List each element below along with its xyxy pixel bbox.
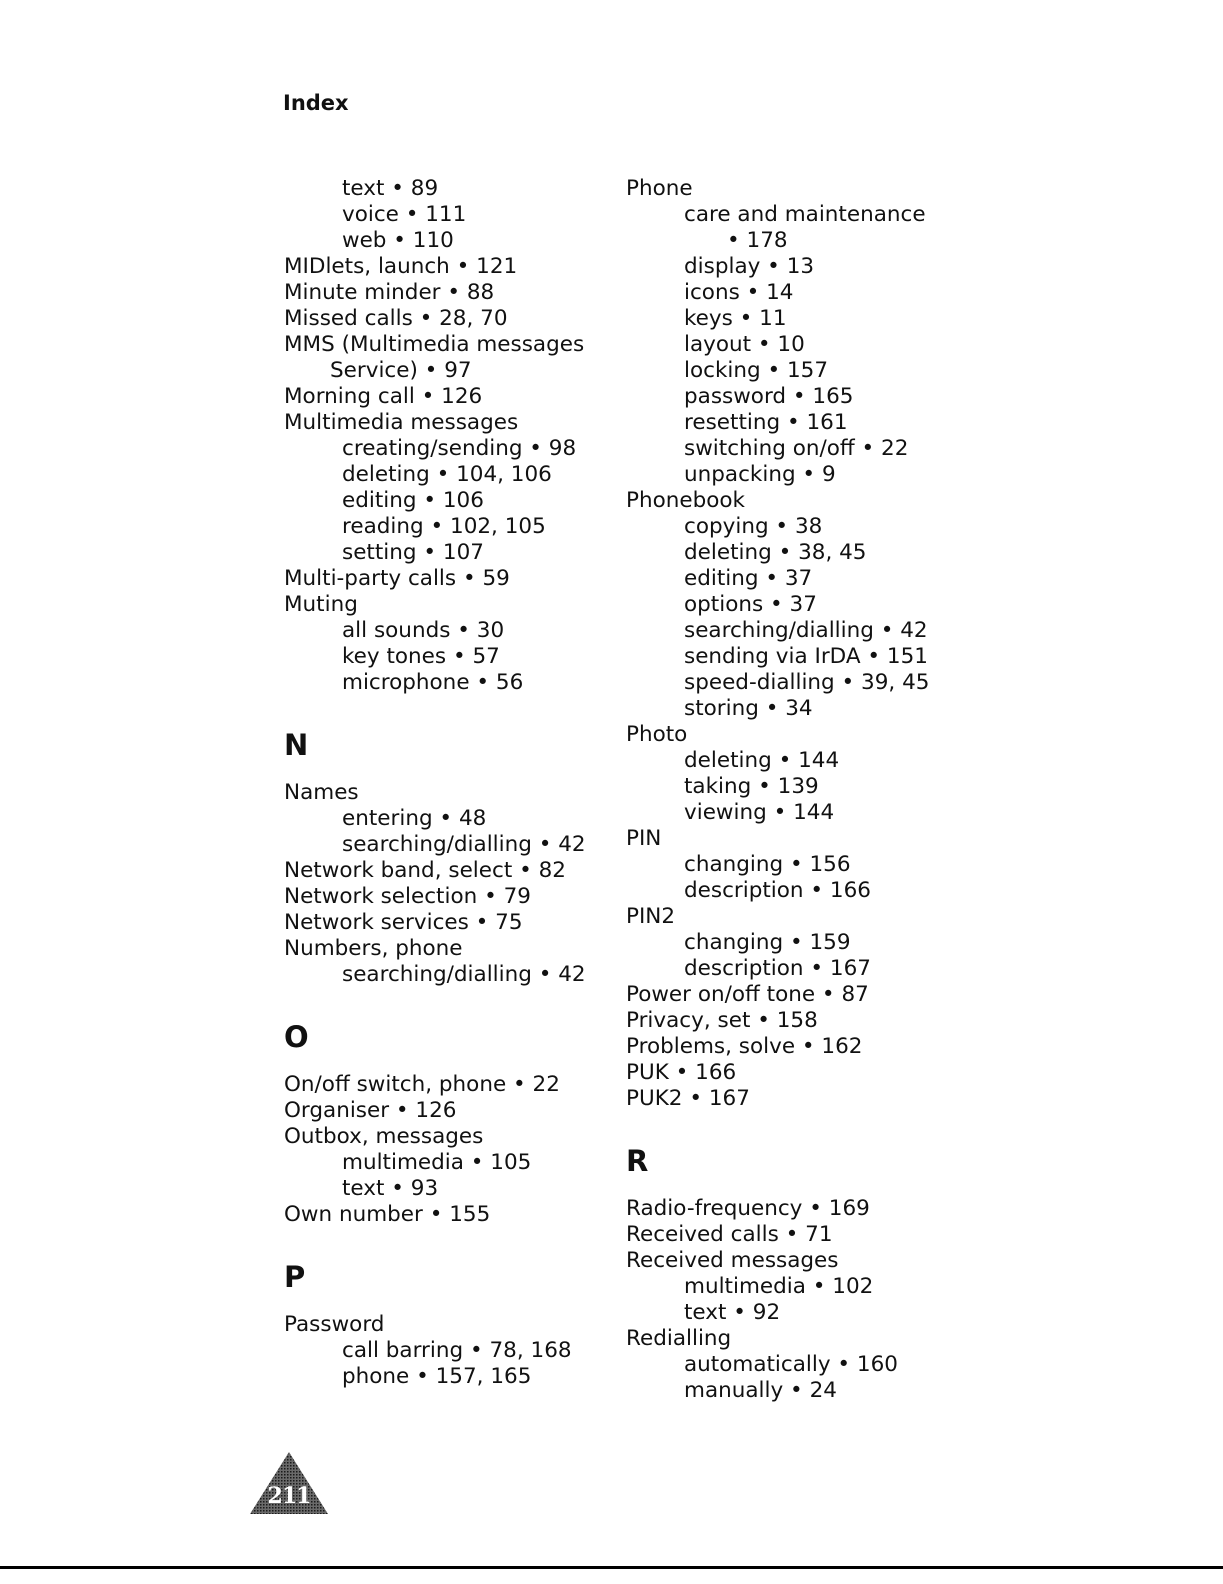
index-subentry: automatically • 160 [684,1352,898,1377]
index-subentry: reading • 102, 105 [342,514,546,539]
section-letter: O [284,1020,309,1054]
index-entry: Problems, solve • 162 [626,1034,863,1059]
index-subentry: setting • 107 [342,540,484,565]
index-entry: Received messages [626,1248,839,1273]
index-subentry: searching/dialling • 42 [342,962,586,987]
index-column-left [284,176,614,1390]
page-number: 211 [267,1483,311,1509]
index-subentry: layout • 10 [684,332,805,357]
index-entry: Phonebook [626,488,746,513]
index-subentry: care and maintenance [684,202,926,227]
index-entry: Password [284,1312,385,1337]
index-column-right [626,176,966,1404]
index-subentry: switching on/off • 22 [684,436,909,461]
index-subentry: key tones • 57 [342,644,500,669]
index-subentry: taking • 139 [684,774,819,799]
index-subentry: icons • 14 [684,280,794,305]
index-entry: Multimedia messages [284,410,519,435]
index-entry: MIDlets, launch • 121 [284,254,518,279]
index-subentry: all sounds • 30 [342,618,505,643]
index-entry: On/off switch, phone • 22 [284,1072,560,1097]
index-subentry: options • 37 [684,592,817,617]
index-entry: Morning call • 126 [284,384,483,409]
index-subentry: sending via IrDA • 151 [684,644,928,669]
page-title: Index [283,91,349,115]
index-entry: Muting [284,592,358,617]
index-subentry: storing • 34 [684,696,813,721]
index-entry: Network band, select • 82 [284,858,566,883]
index-entry: Redialling [626,1326,732,1351]
index-entry: PUK2 • 167 [626,1086,750,1111]
index-subentry: voice • 111 [342,202,467,227]
index-entry: Network selection • 79 [284,884,531,909]
index-subentry: deleting • 38, 45 [684,540,867,565]
index-subentry: • 178 [727,228,788,253]
index-subentry: multimedia • 105 [342,1150,532,1175]
index-subentry: Service) • 97 [330,358,472,383]
index-subentry: entering • 48 [342,806,487,831]
index-entry: PUK • 166 [626,1060,737,1085]
index-entry: Phone [626,176,693,201]
page-number-badge [248,1450,330,1516]
index-entry: Own number • 155 [284,1202,491,1227]
index-entry: PIN2 [626,904,676,929]
index-entry: Photo [626,722,688,747]
index-subentry: text • 92 [684,1300,781,1325]
index-entry: Outbox, messages [284,1124,484,1149]
index-subentry: text • 93 [342,1176,439,1201]
index-subentry: locking • 157 [684,358,829,383]
index-entry: Privacy, set • 158 [626,1008,818,1033]
index-subentry: deleting • 104, 106 [342,462,552,487]
index-subentry: deleting • 144 [684,748,840,773]
index-subentry: editing • 106 [342,488,484,513]
section-letter: N [284,728,309,762]
index-subentry: microphone • 56 [342,670,524,695]
index-subentry: manually • 24 [684,1378,837,1403]
index-subentry: resetting • 161 [684,410,848,435]
section-letter: R [626,1144,649,1178]
footer-divider [0,1566,1223,1569]
index-subentry: multimedia • 102 [684,1274,874,1299]
index-subentry: creating/sending • 98 [342,436,577,461]
index-entry: Minute minder • 88 [284,280,495,305]
index-entry: Multi-party calls • 59 [284,566,510,591]
index-subentry: changing • 156 [684,852,851,877]
index-subentry: unpacking • 9 [684,462,836,487]
index-subentry: speed-dialling • 39, 45 [684,670,930,695]
index-entry: Radio-frequency • 169 [626,1196,870,1221]
index-subentry: changing • 159 [684,930,851,955]
index-subentry: description • 166 [684,878,871,903]
index-subentry: viewing • 144 [684,800,835,825]
index-subentry: password • 165 [684,384,854,409]
index-entry: PIN [626,826,662,851]
index-entry: Numbers, phone [284,936,463,961]
index-subentry: description • 167 [684,956,871,981]
index-subentry: call barring • 78, 168 [342,1338,572,1363]
index-subentry: editing • 37 [684,566,813,591]
section-letter: P [284,1260,306,1294]
index-entry: Network services • 75 [284,910,523,935]
index-entry: Missed calls • 28, 70 [284,306,508,331]
index-subentry: phone • 157, 165 [342,1364,532,1389]
index-entry: Received calls • 71 [626,1222,833,1247]
index-entry: Names [284,780,359,805]
index-subentry: web • 110 [342,228,454,253]
index-entry: Power on/off tone • 87 [626,982,869,1007]
index-subentry: searching/dialling • 42 [342,832,586,857]
index-subentry: searching/dialling • 42 [684,618,928,643]
index-entry: Organiser • 126 [284,1098,457,1123]
index-subentry: text • 89 [342,176,439,201]
index-entry: MMS (Multimedia messages [284,332,585,357]
index-subentry: display • 13 [684,254,815,279]
index-subentry: copying • 38 [684,514,823,539]
index-subentry: keys • 11 [684,306,787,331]
